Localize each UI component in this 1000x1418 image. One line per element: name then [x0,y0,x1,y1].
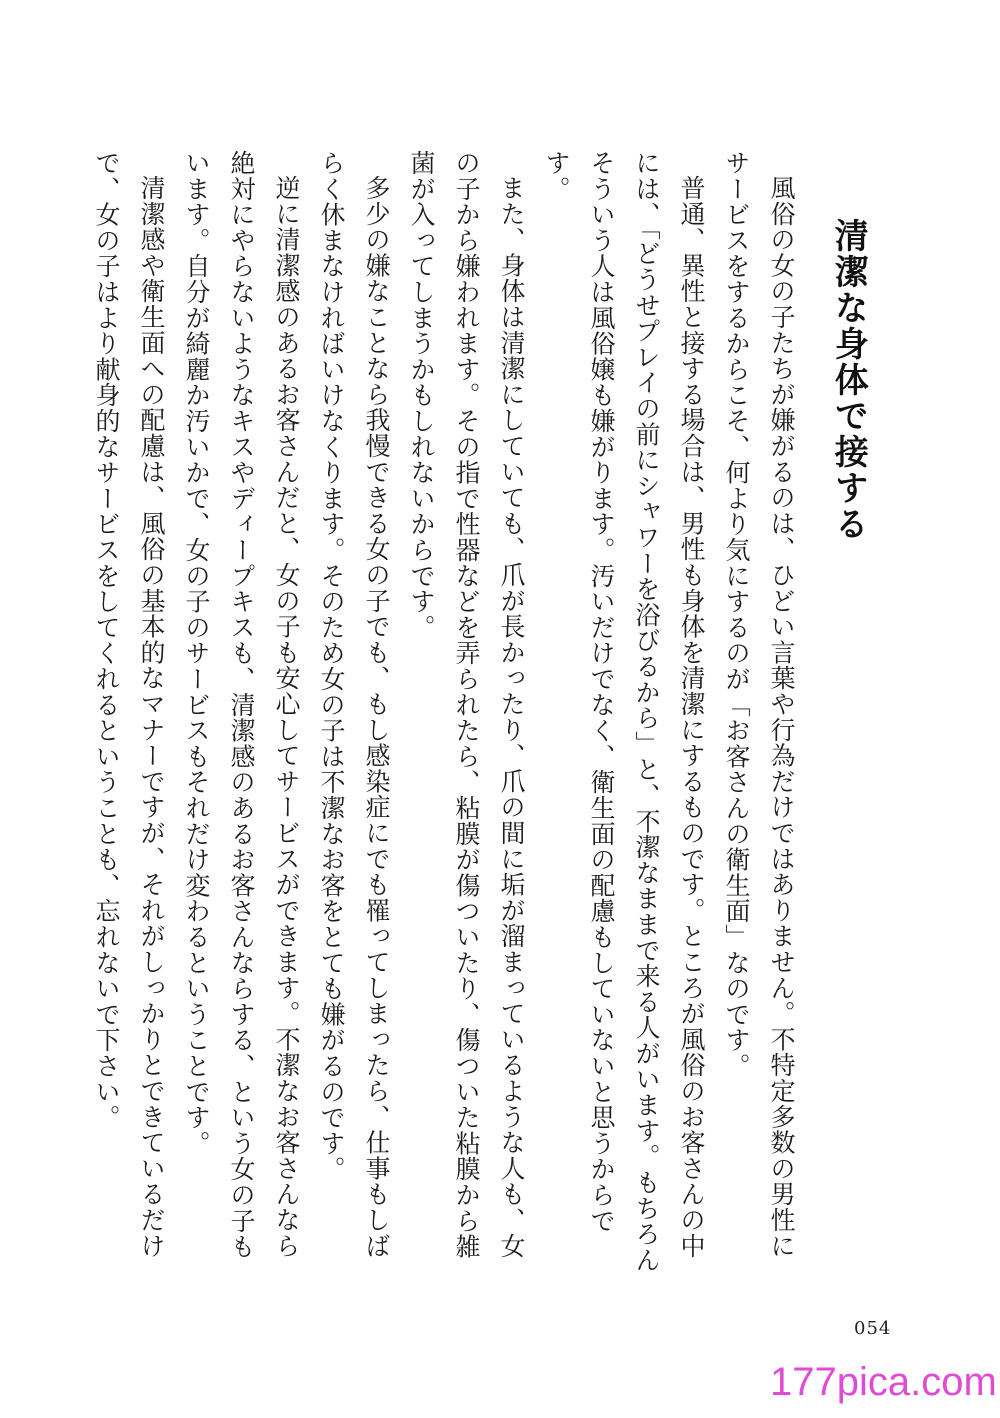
body-text [92,150,804,1280]
paragraph: 普通、異性と接する場合は、男性も身体を清潔にするものです。ところが風俗のお客さんの中には、「どうせプレイの前にシャワーを浴びるから」と、不潔なままで来る人がいます。もちろんそういう人は風俗嬢も嫌がります。汚いだけでなく、衛生面の配慮もしていないと思うからです。 [542,150,706,1273]
paragraph: 逆に清潔感のあるお客さんだと、女の子も安心してサービスができます。不潔なお客さんなら絶対にやらないようなキスやディープキスも、清潔感のあるお客さんならする、という女の子もいます。自分が綺麗か汚いかで、女の子のサービスもそれだけ変わるということです。 [182,150,301,1260]
paragraph: 風俗の女の子たちが嫌がるのは、ひどい言葉や行為だけではありません。不特定多数の男性にサービスをするからこそ、何より気にするのが「お客さんの衛生面」なのです。 [722,150,796,1259]
paragraph: 多少の嫌なことなら我慢できる女の子でも、もし感染症にでも罹ってしまったら、仕事もしばらく休まなければいけなくります。そのため女の子は不潔なお客をとても嫌がるのです。 [317,150,391,1259]
paragraph: また、身体は清潔にしていても、爪が長かったり、爪の間に垢が溜まっているような人も、女の子から嫌われます。その指で性器などを弄られたら、粘膜が傷ついたり、傷ついた粘膜から雑菌が入ってしまうかもしれないからです。 [407,150,526,1260]
paragraph: 清潔感や衛生面への配慮は、風俗の基本的なマナーですが、それがしっかりとできているだけで、女の子はより献身的なサービスをしてくれるということも、忘れないで下さい。 [92,150,166,1259]
watermark: 177pica.com [770,1360,997,1404]
page-number: 054 [854,1318,892,1339]
section-heading: 清潔な身体で接する [828,218,869,542]
